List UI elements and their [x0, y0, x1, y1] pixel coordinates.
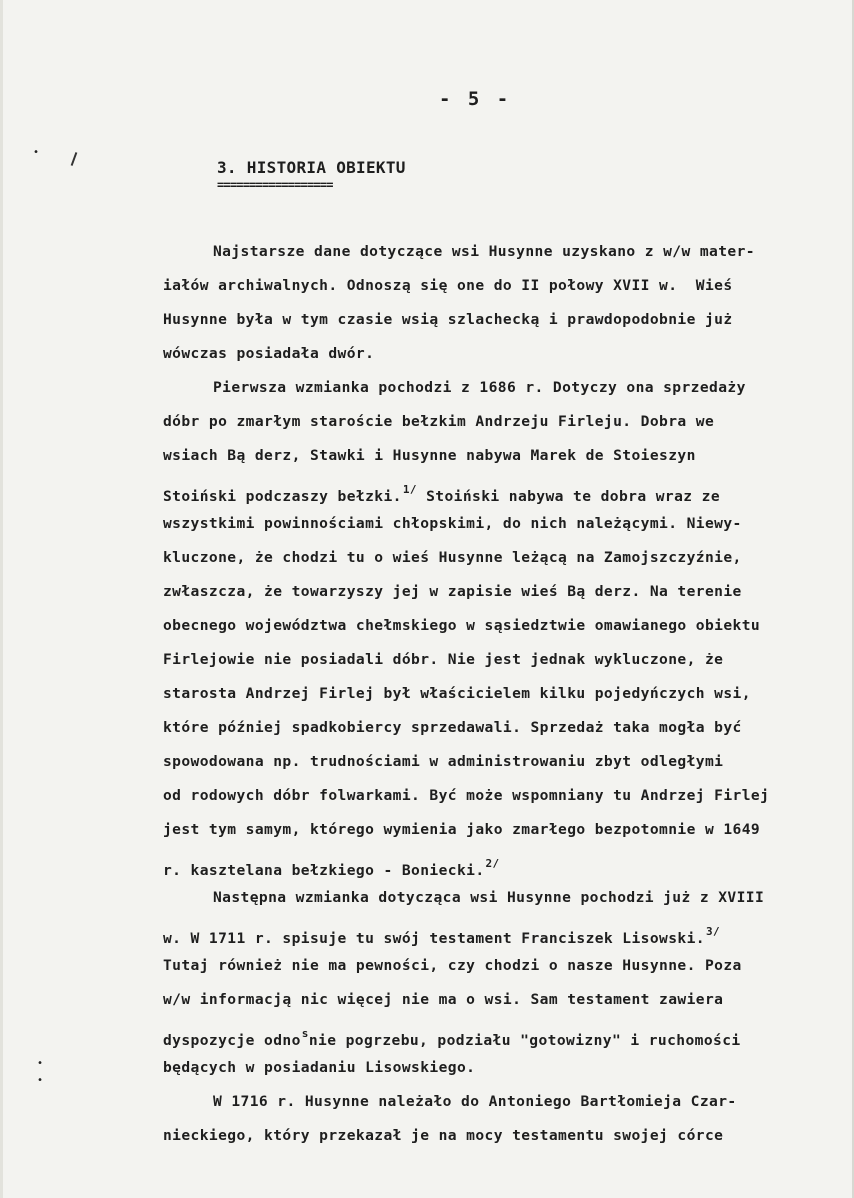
page-number: - 5 -	[439, 88, 512, 110]
text-line	[163, 915, 843, 949]
text-line	[163, 949, 843, 983]
text-line	[163, 745, 843, 779]
text-line-content: będących w posiadaniu Lisowskiego.	[163, 1059, 476, 1076]
footnote-marker: 1/	[402, 483, 417, 496]
text-line	[163, 983, 843, 1017]
text-line	[163, 1085, 843, 1119]
text-line-content: starosta Andrzej Firlej był właścicielem kilku pojedyńczych wsi,	[163, 685, 751, 702]
text-line-content: które później spadkobiercy sprzedawali. Sprzedaż taka mogła być	[163, 719, 742, 736]
text-line-content: obecnego województwa chełmskiego w sąsiedztwie omawianego obiektu	[163, 617, 761, 634]
text-line	[163, 337, 843, 371]
margin-dot: •	[33, 147, 40, 158]
text-line-content: kluczone, że chodzi tu o wieś Husynne leżącą na Zamojszczyźnie,	[163, 549, 742, 566]
text-line	[163, 813, 843, 847]
text-line	[163, 439, 843, 473]
text-line	[163, 677, 843, 711]
text-line	[163, 1119, 843, 1153]
section-heading: 3. HISTORIA OBIEKTU	[217, 158, 406, 177]
text-line-content: w/w informacją nic więcej nie ma o wsi. Sam testament zawiera	[163, 991, 724, 1008]
text-line	[163, 235, 843, 269]
text-line-content: Pierwsza wzmianka pochodzi z 1686 r. Dotyczy ona sprzedaży	[213, 379, 746, 396]
text-line-content: iałów archiwalnych. Odnoszą się one do II połowy XVII w. Wieś	[163, 277, 733, 294]
text-line-content: nieckiego, który przekazał je na mocy testamentu swojej córce	[163, 1127, 724, 1144]
footnote-marker: s	[301, 1027, 309, 1040]
text-line-content: Husynne była w tym czasie wsią szlachecką i prawdopodobnie już	[163, 311, 733, 328]
text-line	[163, 473, 843, 507]
text-line-content: Stoiński podczaszy bełzki.	[163, 488, 402, 505]
document-body	[163, 235, 843, 1153]
text-line-continuation: Stoiński nabywa te dobra wraz ze	[416, 488, 721, 505]
text-line	[163, 881, 843, 915]
text-line-content: dóbr po zmarłym staroście bełzkim Andrzeju Firleju. Dobra we	[163, 413, 715, 430]
text-line	[163, 609, 843, 643]
text-line-continuation: nie pogrzebu, podziału "gotowizny" i ruchomości	[308, 1032, 741, 1049]
text-line	[163, 541, 843, 575]
footnote-marker: 2/	[485, 857, 500, 870]
text-line	[163, 405, 843, 439]
text-line-content: W 1716 r. Husynne należało do Antoniego Bartłomieja Czar-	[213, 1093, 737, 1110]
text-line	[163, 371, 843, 405]
text-line-content: Firlejowie nie posiadali dóbr. Nie jest jednak wykluczone, że	[163, 651, 724, 668]
text-line-content: od rodowych dóbr folwarkami. Być może wspomniany tu Andrzej Firlej	[163, 787, 770, 804]
text-line-content: dyspozycje odno	[163, 1032, 301, 1049]
text-line	[163, 575, 843, 609]
text-line	[163, 643, 843, 677]
text-line-content: wówczas posiadała dwór.	[163, 345, 375, 362]
text-line-content: Najstarsze dane dotyczące wsi Husynne uzyskano z w/w mater-	[213, 243, 755, 260]
footnote-marker: 3/	[705, 925, 721, 938]
text-line-content: jest tym samym, którego wymienia jako zmarłego bezpotomnie w 1649	[163, 821, 761, 838]
text-line-content: spowodowana np. trudnościami w administrowaniu zbyt odległymi	[163, 753, 724, 770]
text-line-content: zwłaszcza, że towarzyszy jej w zapisie wieś Bą derz. Na terenie	[163, 583, 742, 600]
text-line	[163, 1051, 843, 1085]
text-line	[163, 711, 843, 745]
text-line-content: w. W 1711 r. spisuje tu swój testament Franciszek Lisowski.	[163, 930, 705, 947]
text-line-content: Następna wzmianka dotycząca wsi Husynne pochodzi już z XVIII	[213, 889, 765, 906]
margin-dot: •	[37, 1058, 44, 1069]
text-line	[163, 269, 843, 303]
margin-dot: •	[37, 1075, 44, 1086]
text-line	[163, 847, 843, 881]
text-line-content: r. kasztelana bełzkiego - Boniecki.	[163, 862, 485, 879]
text-line	[163, 1017, 843, 1051]
text-line	[163, 779, 843, 813]
heading-underline: ==================	[217, 178, 333, 192]
text-line-content: Tutaj również nie ma pewności, czy chodzi o nasze Husynne. Poza	[163, 957, 742, 974]
text-line	[163, 303, 843, 337]
text-line-content: wszystkimi powinnościami chłopskimi, do nich należącymi. Niewy-	[163, 515, 742, 532]
margin-tick-mark	[71, 152, 78, 166]
text-line-content: wsiach Bą derz, Stawki i Husynne nabywa Marek de Stoieszyn	[163, 447, 696, 464]
text-line	[163, 507, 843, 541]
